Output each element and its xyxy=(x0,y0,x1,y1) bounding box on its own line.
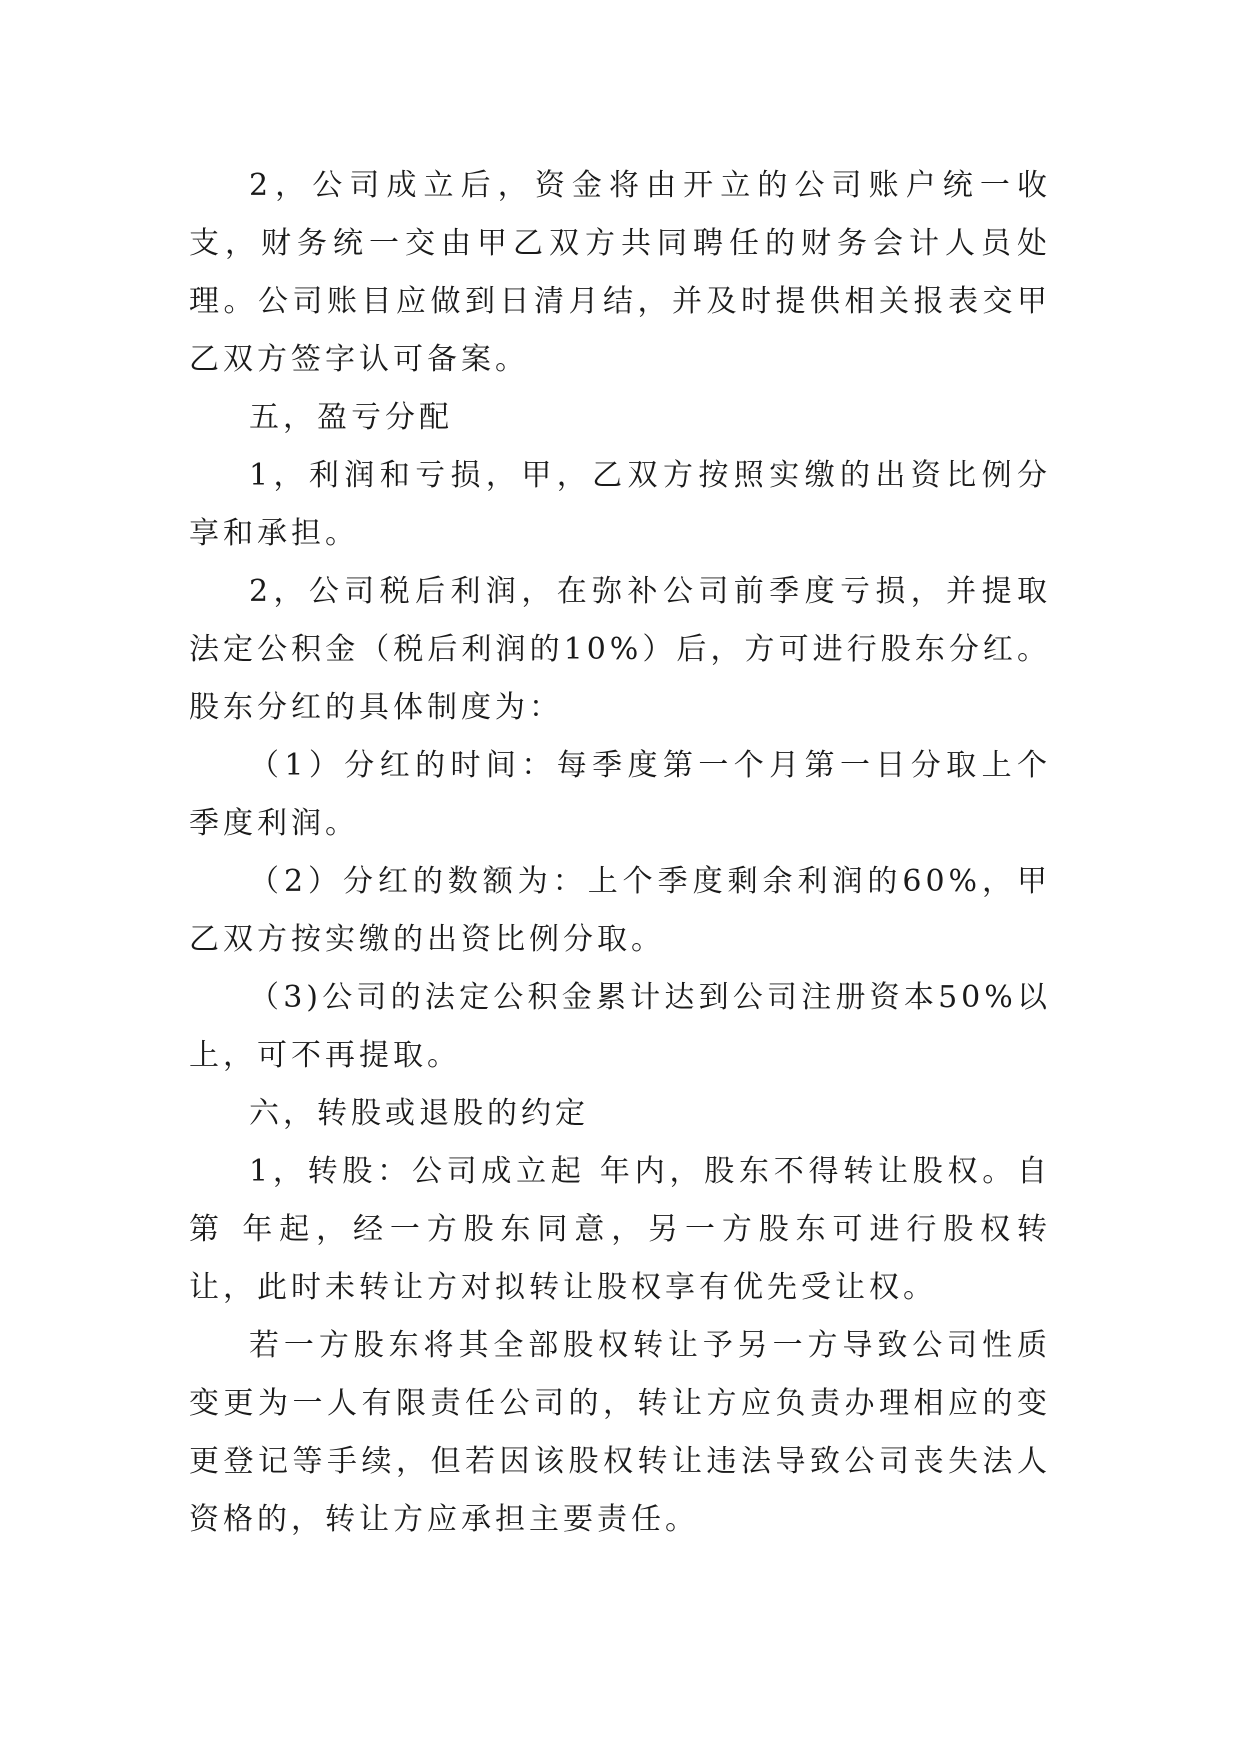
paragraph-dividend-policy: 2，公司税后利润，在弥补公司前季度亏损，并提取法定公积金（税后利润的10%）后，方可进行股东分红。股东分红的具体制度为： xyxy=(189,574,1051,725)
paragraph-reserve-limit: （3)公司的法定公积金累计达到公司注册资本50%以上，可不再提取。 xyxy=(189,980,1051,1073)
paragraph-dividend-time: （1）分红的时间：每季度第一个月第一日分取上个季度利润。 xyxy=(189,748,1051,841)
paragraph-transfer-full-shares: 若一方股东将其全部股权转让予另一方导致公司性质变更为一人有限责任公司的，转让方应负责办理相应的变更登记等手续，但若因该股权转让违法导致公司丧失法人资格的，转让方应承担主要责任。 xyxy=(189,1328,1051,1537)
paragraph-dividend-amount: （2）分红的数额为：上个季度剩余利润的60%，甲乙双方按实缴的出资比例分取。 xyxy=(189,864,1051,957)
paragraph-transfer-restriction: 1，转股：公司成立起 年内，股东不得转让股权。自第 年起，经一方股东同意，另一方股东可进行股权转让，此时未转让方对拟转让股权享有优先受让权。 xyxy=(189,1154,1051,1305)
document-body xyxy=(189,157,1051,1549)
paragraph-profit-sharing: 1，利润和亏损，甲，乙双方按照实缴的出资比例分享和承担。 xyxy=(189,458,1051,551)
paragraph-fund-management: 2，公司成立后，资金将由开立的公司账户统一收支，财务统一交由甲乙双方共同聘任的财务会计人员处理。公司账目应做到日清月结，并及时提供相关报表交甲乙双方签字认可备案。 xyxy=(189,168,1051,377)
section-heading-share-transfer: 六，转股或退股的约定 xyxy=(249,1096,589,1131)
section-heading-profit-loss: 五，盈亏分配 xyxy=(249,400,453,435)
